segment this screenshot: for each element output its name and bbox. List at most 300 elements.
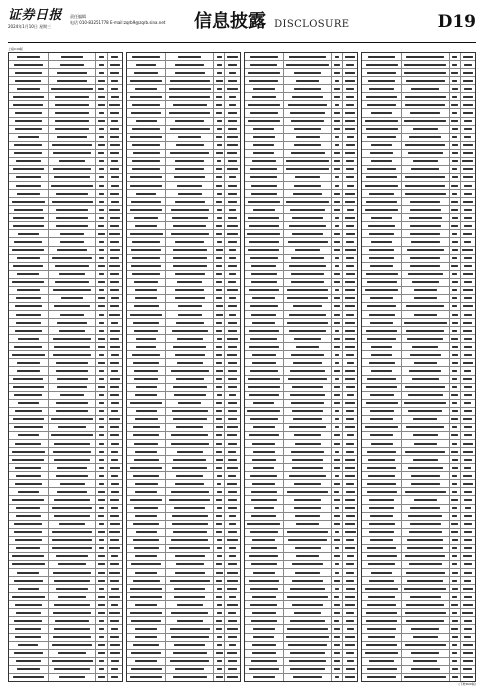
table-row (127, 513, 240, 521)
fine-print-text (228, 217, 236, 219)
fine-print-text (228, 563, 238, 565)
table-cell (402, 101, 450, 108)
fine-print-text (12, 596, 45, 598)
fine-print-text (286, 160, 328, 162)
fine-print-text (451, 72, 458, 74)
fine-print-text (345, 523, 355, 525)
table-cell (450, 134, 461, 141)
table-cell (245, 77, 285, 84)
fine-print-text (253, 467, 274, 469)
fine-print-text (365, 209, 397, 211)
table-cell (225, 263, 239, 270)
fine-print-text (171, 434, 208, 436)
fine-print-text (110, 152, 119, 154)
table-cell (9, 198, 49, 205)
table-cell (127, 384, 167, 391)
table-cell (461, 214, 475, 221)
fine-print-text (111, 96, 119, 98)
fine-print-text (366, 402, 398, 404)
fine-print-text (346, 233, 355, 235)
table-row (245, 182, 358, 190)
table-row (362, 666, 475, 674)
table-cell (284, 287, 332, 294)
table-cell (245, 496, 285, 503)
table-cell (284, 601, 332, 608)
fine-print-text (335, 676, 340, 678)
table-cell (108, 53, 122, 60)
fine-print-text (452, 612, 457, 614)
fine-print-text (334, 233, 340, 235)
fine-print-text (99, 636, 105, 638)
fine-print-text (252, 612, 276, 614)
table-cell (96, 529, 107, 536)
fine-print-text (54, 515, 89, 517)
table-row (245, 408, 358, 416)
table-cell (343, 464, 357, 471)
fine-print-text (169, 499, 210, 501)
table-cell (225, 367, 239, 374)
table-cell (108, 384, 122, 391)
table-cell (461, 287, 475, 294)
table-row (362, 642, 475, 650)
table-cell (245, 561, 285, 568)
table-row (127, 118, 240, 126)
table-cell (9, 416, 49, 423)
fine-print-text (334, 539, 339, 541)
table-cell (362, 440, 402, 447)
fine-print-text (335, 176, 340, 178)
table-cell (362, 634, 402, 641)
fine-print-text (335, 80, 340, 82)
table-cell (245, 287, 285, 294)
table-cell (214, 472, 225, 479)
fine-print-text (288, 539, 327, 541)
table-cell (245, 238, 285, 245)
table-cell (450, 376, 461, 383)
fine-print-text (464, 193, 473, 195)
fine-print-text (228, 475, 236, 477)
table-cell (127, 642, 167, 649)
fine-print-text (250, 64, 277, 66)
table-cell (49, 295, 97, 302)
table-row (127, 392, 240, 400)
table-cell (127, 529, 167, 536)
table-cell (166, 190, 214, 197)
table-cell (402, 93, 450, 100)
table-cell (284, 343, 332, 350)
fine-print-text (295, 249, 319, 251)
table-row (9, 658, 122, 666)
table-cell (450, 666, 461, 673)
fine-print-text (99, 418, 104, 420)
fine-print-text (292, 459, 324, 461)
fine-print-text (250, 112, 278, 114)
table-cell (166, 101, 214, 108)
fine-print-text (54, 604, 91, 606)
disclosure-table-area (8, 47, 476, 688)
fine-print-text (54, 443, 89, 445)
table-cell (245, 53, 285, 60)
table-cell (402, 448, 450, 455)
table-row (9, 464, 122, 472)
table-cell (343, 206, 357, 213)
fine-print-text (99, 459, 104, 461)
fine-print-text (370, 297, 394, 299)
fine-print-text (54, 628, 90, 630)
table-cell (461, 617, 475, 624)
table-cell (127, 537, 167, 544)
fine-print-text (111, 555, 118, 557)
table-cell (214, 53, 225, 60)
fine-print-text (135, 225, 157, 227)
fine-print-text (335, 257, 340, 259)
fine-print-text (228, 378, 237, 380)
fine-print-text (347, 628, 354, 630)
table-cell (245, 593, 285, 600)
table-cell (450, 625, 461, 632)
fine-print-text (228, 64, 237, 66)
table-cell (225, 464, 239, 471)
table-row (362, 319, 475, 327)
table-cell (332, 545, 343, 552)
table-cell (332, 553, 343, 560)
fine-print-text (463, 451, 474, 453)
table-cell (108, 230, 122, 237)
fine-print-text (464, 459, 473, 461)
fine-print-text (54, 580, 90, 582)
table-row (245, 577, 358, 585)
table-cell (9, 625, 49, 632)
fine-print-text (57, 467, 87, 469)
fine-print-text (464, 620, 472, 622)
table-cell (343, 198, 357, 205)
fine-print-text (217, 668, 222, 670)
table-cell (245, 513, 285, 520)
fine-print-text (56, 410, 88, 412)
table-cell (127, 440, 167, 447)
table-cell (362, 545, 402, 552)
fine-print-text (345, 636, 355, 638)
table-cell (108, 480, 122, 487)
table-row (127, 367, 240, 375)
table-cell (245, 61, 285, 68)
table-row (127, 448, 240, 456)
fine-print-text (346, 241, 355, 243)
table-cell (225, 295, 239, 302)
fine-print-text (177, 451, 203, 453)
table-cell (96, 609, 107, 616)
table-row (362, 126, 475, 134)
fine-print-text (290, 112, 325, 114)
table-cell (108, 585, 122, 592)
fine-print-text (334, 305, 341, 307)
table-row (9, 569, 122, 577)
fine-print-text (229, 515, 237, 517)
table-cell (362, 206, 402, 213)
fine-print-text (345, 217, 356, 219)
table-cell (245, 351, 285, 358)
table-cell (362, 263, 402, 270)
fine-print-text (371, 370, 392, 372)
table-cell (450, 109, 461, 116)
table-cell (332, 351, 343, 358)
fine-print-text (290, 394, 326, 396)
fine-print-text (411, 483, 440, 485)
fine-print-text (134, 507, 158, 509)
table-cell (49, 303, 97, 310)
fine-print-text (111, 451, 119, 453)
table-row (245, 553, 358, 561)
fine-print-text (228, 193, 237, 195)
fine-print-text (452, 620, 458, 622)
fine-print-text (227, 628, 238, 630)
table-cell (450, 464, 461, 471)
fine-print-text (130, 176, 162, 178)
table-row (9, 77, 122, 85)
fine-print-text (451, 394, 458, 396)
table-cell (245, 650, 285, 657)
table-row (127, 222, 240, 230)
table-cell (166, 569, 214, 576)
table-row (127, 650, 240, 658)
table-cell (214, 77, 225, 84)
table-cell (450, 53, 461, 60)
table-cell (225, 480, 239, 487)
table-cell (362, 464, 402, 471)
fine-print-text (217, 483, 222, 485)
fine-print-text (60, 233, 84, 235)
table-cell (96, 424, 107, 431)
table-cell (49, 230, 97, 237)
table-cell (332, 142, 343, 149)
table-cell (96, 182, 107, 189)
table-cell (49, 658, 97, 665)
table-row (9, 190, 122, 198)
fine-print-text (452, 241, 458, 243)
table-row (127, 271, 240, 279)
table-row (245, 480, 358, 488)
table-row (9, 351, 122, 359)
fine-print-text (110, 620, 119, 622)
table-row (9, 69, 122, 77)
table-cell (284, 295, 332, 302)
table-cell (127, 376, 167, 383)
fine-print-text (98, 88, 104, 90)
table-cell (461, 343, 475, 350)
table-cell (450, 335, 461, 342)
fine-print-text (59, 330, 85, 332)
table-row (127, 416, 240, 424)
table-cell (362, 166, 402, 173)
fine-print-text (60, 394, 84, 396)
table-row (245, 529, 358, 537)
table-cell (402, 488, 450, 495)
fine-print-text (367, 168, 396, 170)
fine-print-text (463, 644, 472, 646)
table-cell (9, 456, 49, 463)
table-cell (214, 118, 225, 125)
table-cell (245, 537, 285, 544)
fine-print-text (130, 612, 163, 614)
table-cell (450, 432, 461, 439)
table-cell (166, 166, 214, 173)
table-cell (461, 472, 475, 479)
fine-print-text (135, 289, 158, 291)
table-row (362, 158, 475, 166)
fine-print-text (346, 563, 354, 565)
fine-print-text (464, 394, 471, 396)
table-row (245, 545, 358, 553)
table-cell (284, 617, 332, 624)
table-row (245, 505, 358, 513)
table-cell (214, 440, 225, 447)
fine-print-text (111, 88, 118, 90)
fine-print-text (369, 531, 393, 533)
table-cell (461, 118, 475, 125)
fine-print-text (334, 499, 341, 501)
fine-print-text (13, 378, 43, 380)
table-cell (49, 674, 97, 681)
table-cell (450, 61, 461, 68)
fine-print-text (288, 378, 326, 380)
table-row (9, 214, 122, 222)
table-cell (49, 359, 97, 366)
table-cell (166, 311, 214, 318)
table-cell (245, 247, 285, 254)
table-cell (214, 642, 225, 649)
fine-print-text (334, 160, 339, 162)
fine-print-text (171, 636, 209, 638)
fine-print-text (452, 370, 457, 372)
fine-print-text (249, 668, 279, 670)
table-cell (332, 464, 343, 471)
table-cell (49, 311, 97, 318)
table-cell (49, 625, 97, 632)
fine-print-text (370, 152, 393, 154)
fine-print-text (16, 160, 41, 162)
table-cell (284, 440, 332, 447)
fine-print-text (53, 636, 91, 638)
table-cell (166, 634, 214, 641)
table-row (362, 343, 475, 351)
table-cell (402, 537, 450, 544)
fine-print-text (289, 265, 327, 267)
table-row (245, 101, 358, 109)
fine-print-text (13, 386, 44, 388)
fine-print-text (286, 168, 328, 170)
fine-print-text (335, 265, 340, 267)
table-row (245, 416, 358, 424)
fine-print-text (287, 491, 328, 493)
fine-print-text (290, 209, 325, 211)
fine-print-text (134, 443, 159, 445)
fine-print-text (229, 273, 236, 275)
table-cell (9, 53, 49, 60)
fine-print-text (111, 354, 119, 356)
fine-print-text (228, 322, 237, 324)
fine-print-text (175, 72, 205, 74)
fine-print-text (111, 160, 118, 162)
fine-print-text (251, 547, 277, 549)
fine-print-text (335, 217, 340, 219)
table-cell (49, 577, 97, 584)
fine-print-text (98, 531, 105, 533)
table-row (245, 634, 358, 642)
fine-print-text (216, 370, 223, 372)
fine-print-text (253, 152, 274, 154)
fine-print-text (174, 596, 205, 598)
table-row (9, 327, 122, 335)
table-cell (284, 303, 332, 310)
table-cell (402, 343, 450, 350)
fine-print-text (406, 305, 444, 307)
fine-print-text (12, 281, 44, 283)
fine-print-text (131, 265, 161, 267)
fine-print-text (411, 652, 439, 654)
table-cell (108, 303, 122, 310)
table-cell (108, 376, 122, 383)
table-cell (96, 174, 107, 181)
fine-print-text (169, 547, 210, 549)
fine-print-text (99, 402, 104, 404)
table-row (127, 182, 240, 190)
fine-print-text (175, 160, 204, 162)
fine-print-text (295, 572, 320, 574)
table-cell (49, 109, 97, 116)
fine-print-text (464, 563, 472, 565)
table-cell (402, 367, 450, 374)
table-cell (402, 464, 450, 471)
table-cell (108, 432, 122, 439)
table-cell (225, 456, 239, 463)
table-row (245, 271, 358, 279)
table-row (9, 343, 122, 351)
table-cell (450, 118, 461, 125)
table-cell (225, 440, 239, 447)
table-cell (166, 279, 214, 286)
fine-print-text (346, 168, 354, 170)
fine-print-text (216, 426, 223, 428)
fine-print-text (132, 273, 160, 275)
table-cell (127, 488, 167, 495)
fine-print-text (133, 434, 159, 436)
table-cell (362, 134, 402, 141)
table-cell (461, 609, 475, 616)
fine-print-text (288, 104, 327, 106)
table-cell (284, 134, 332, 141)
table-row (362, 432, 475, 440)
table-cell (225, 424, 239, 431)
table-cell (96, 198, 107, 205)
table-cell (245, 335, 285, 342)
table-cell (343, 456, 357, 463)
fine-print-text (133, 426, 160, 428)
table-cell (166, 319, 214, 326)
table-cell (49, 166, 97, 173)
table-row (127, 609, 240, 617)
table-cell (284, 408, 332, 415)
table-cell (96, 376, 107, 383)
table-cell (450, 537, 461, 544)
fine-print-text (249, 330, 280, 332)
fine-print-text (173, 249, 207, 251)
fine-print-text (452, 547, 457, 549)
fine-print-text (98, 233, 104, 235)
table-cell (108, 359, 122, 366)
fine-print-text (334, 346, 340, 348)
fine-print-text (110, 128, 119, 130)
table-row (127, 408, 240, 416)
